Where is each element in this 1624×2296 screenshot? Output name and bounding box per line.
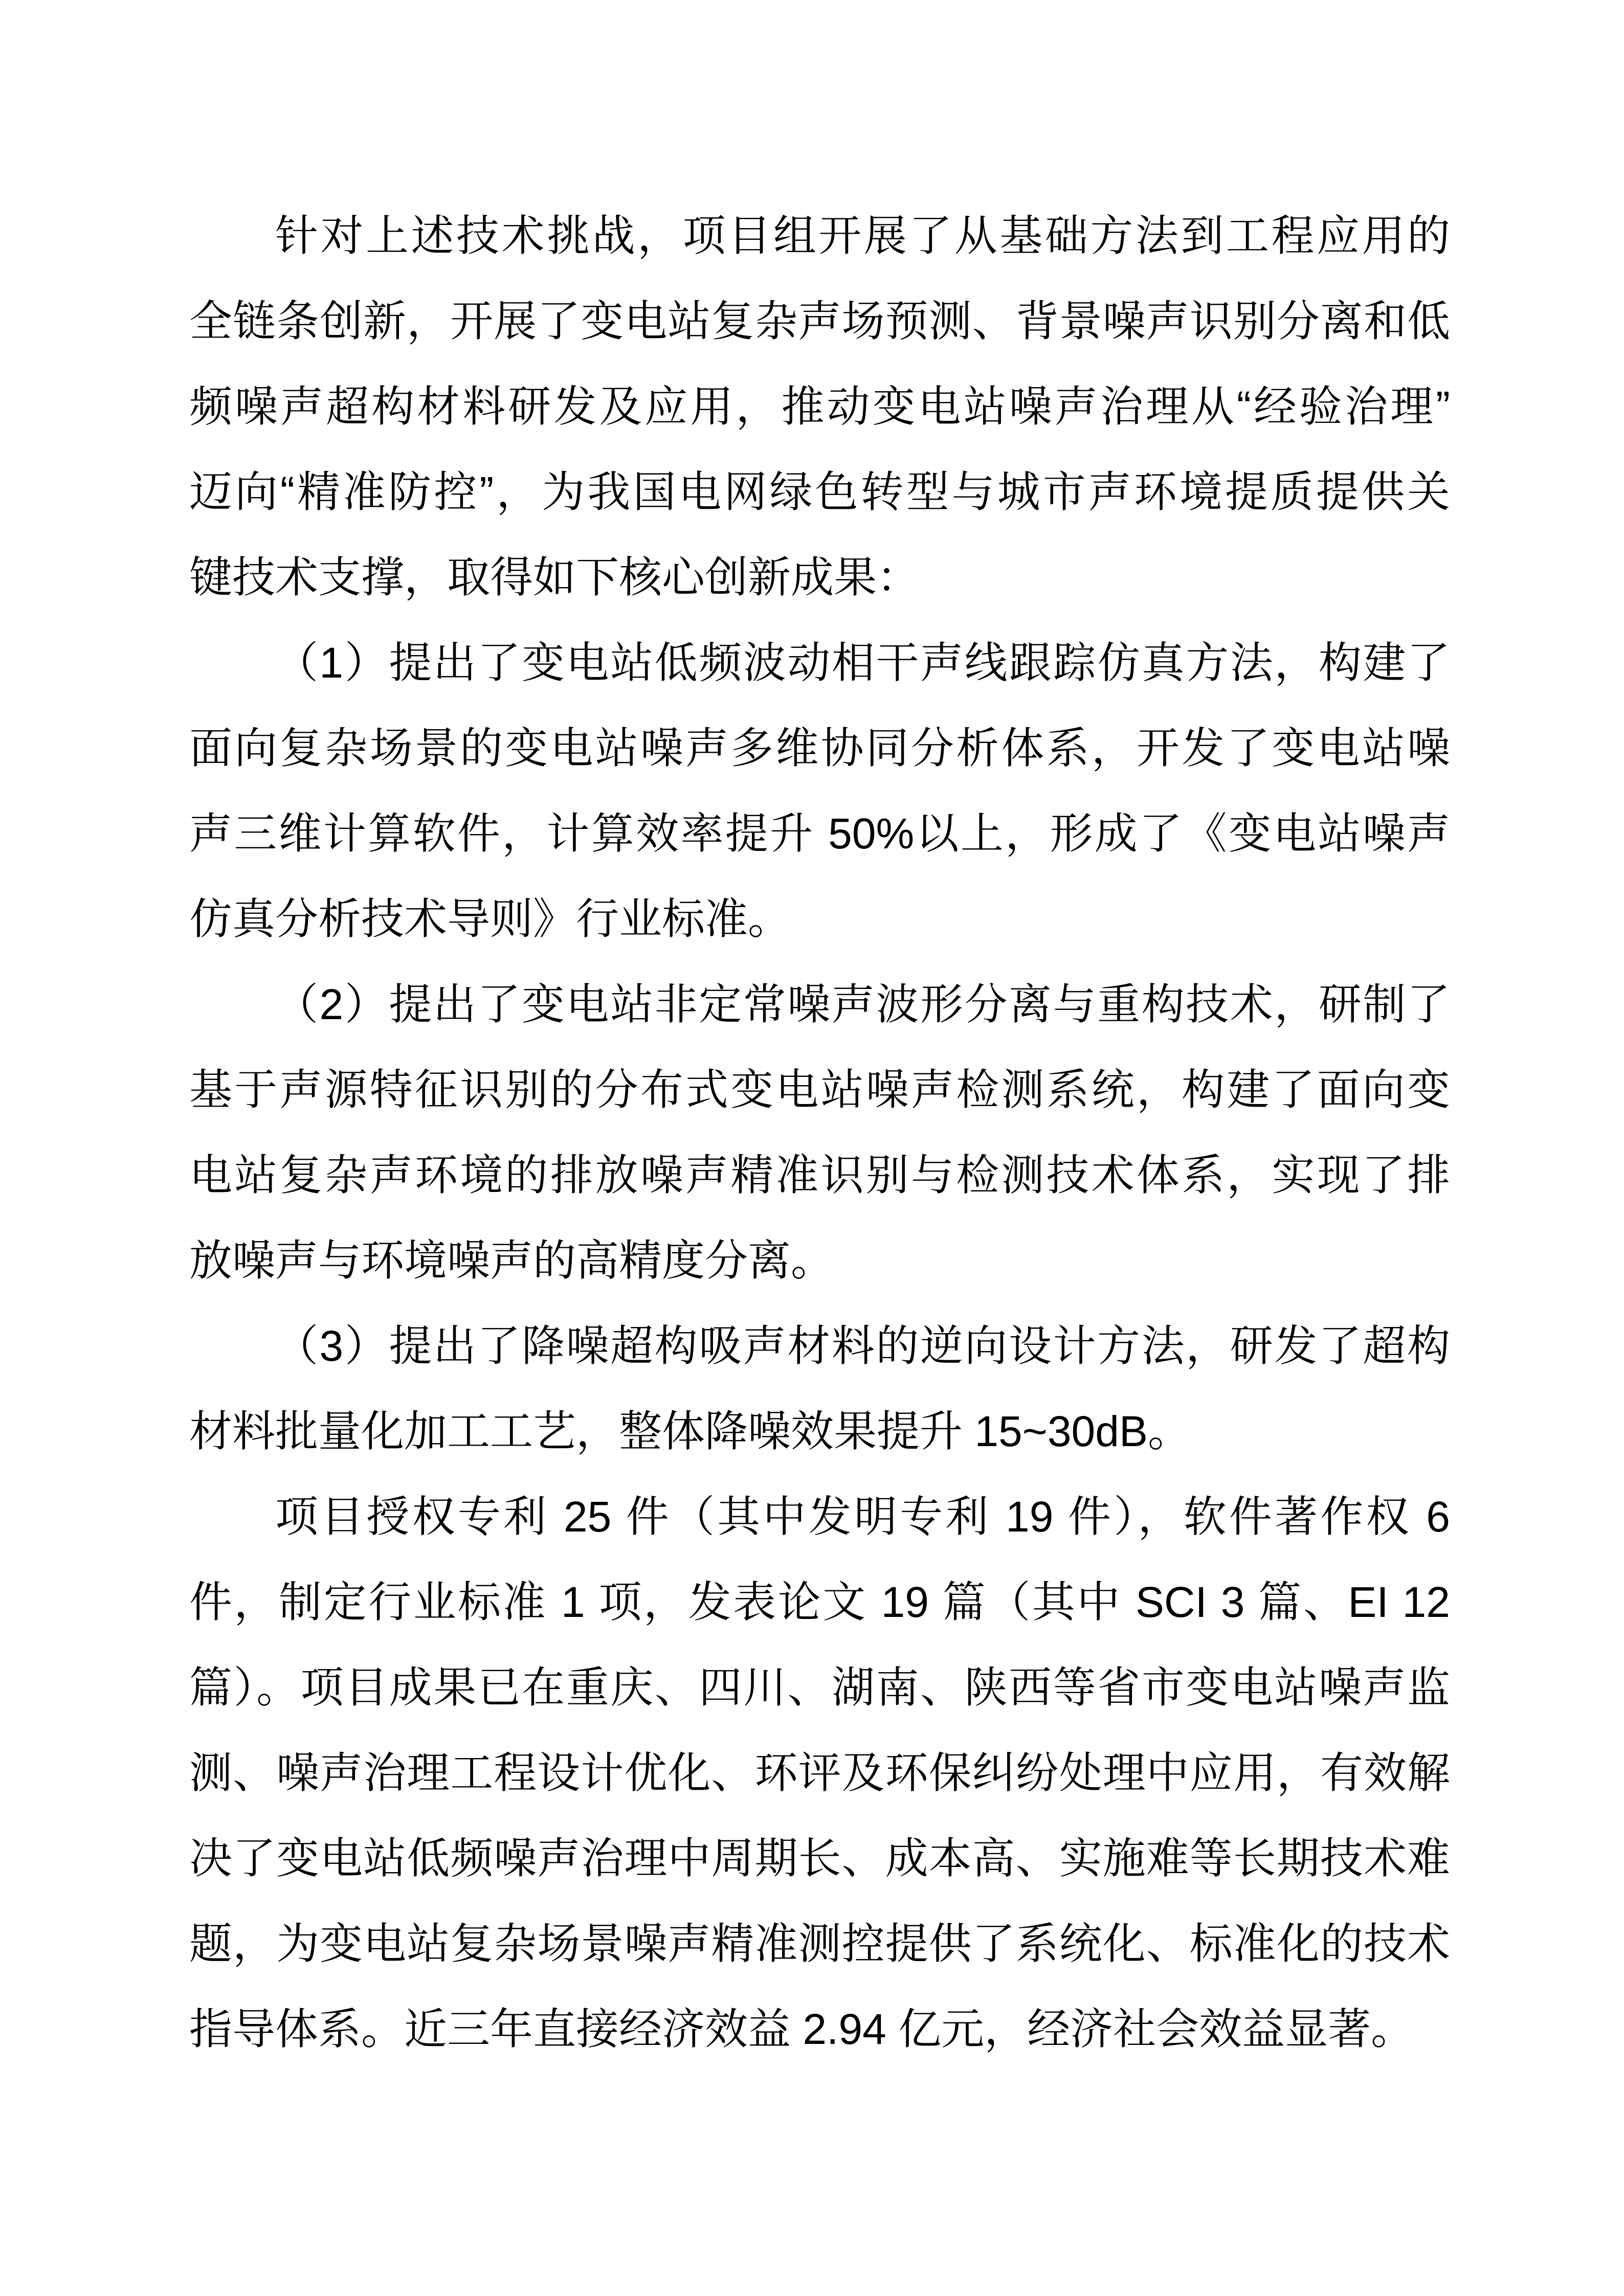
text-line: （2）提出了变电站非定常噪声波形分离与重构技术，研制了 <box>275 980 1450 1028</box>
text-line: 仿真分析技术导则》行业标准。 <box>189 895 791 943</box>
text-line: 声三维计算软件，计算效率提升 50%以上，形成了《变电站噪声 <box>189 809 1450 858</box>
text-line: 项目授权专利 25 件（其中发明专利 19 件），软件著作权 6 <box>275 1493 1450 1541</box>
paragraph <box>189 620 1450 962</box>
text-line: 篇）。项目成果已在重庆、四川、湖南、陕西等省市变电站噪声监 <box>189 1663 1450 1712</box>
text-line: 频噪声超构材料研发及应用，推动变电站噪声治理从“经验治理” <box>189 382 1450 431</box>
text-line: 电站复杂声环境的排放噪声精准识别与检测技术体系，实现了排 <box>189 1151 1450 1199</box>
text-line: （3）提出了降噪超构吸声材料的逆向设计方法，研发了超构 <box>275 1322 1450 1370</box>
paragraph <box>189 1303 1450 1474</box>
text-line: 针对上述技术挑战，项目组开展了从基础方法到工程应用的 <box>275 212 1450 260</box>
document-body-text <box>189 193 1450 2072</box>
text-line: 放噪声与环境噪声的高精度分离。 <box>189 1236 834 1285</box>
text-line: 题，为变电站复杂场景噪声精准测控提供了系统化、标准化的技术 <box>189 1920 1450 1968</box>
paragraph <box>189 962 1450 1303</box>
text-line: 决了变电站低频噪声治理中周期长、成本高、实施难等长期技术难 <box>189 1834 1450 1882</box>
paragraph <box>189 1474 1450 2072</box>
paragraph <box>189 193 1450 620</box>
text-line: 迈向“精准防控”，为我国电网绿色转型与城市声环境提质提供关 <box>189 468 1450 516</box>
text-line: 全链条创新，开展了变电站复杂声场预测、背景噪声识别分离和低 <box>189 297 1450 345</box>
text-line: 基于声源特征识别的分布式变电站噪声检测系统，构建了面向变 <box>189 1066 1450 1114</box>
text-line: 材料批量化加工工艺，整体降噪效果提升 15~30dB。 <box>189 1407 1191 1455</box>
text-line: 测、噪声治理工程设计优化、环评及环保纠纷处理中应用，有效解 <box>189 1749 1450 1797</box>
text-line: 件，制定行业标准 1 项，发表论文 19 篇（其中 SCI 3 篇、EI 12 <box>189 1578 1450 1626</box>
text-line: 键技术支撑，取得如下核心创新成果： <box>189 553 920 601</box>
text-line: 指导体系。近三年直接经济效益 2.94 亿元，经济社会效益显著。 <box>189 2005 1414 2053</box>
text-line: 面向复杂场景的变电站噪声多维协同分析体系，开发了变电站噪 <box>189 724 1450 772</box>
text-line: （1）提出了变电站低频波动相干声线跟踪仿真方法，构建了 <box>275 639 1450 687</box>
